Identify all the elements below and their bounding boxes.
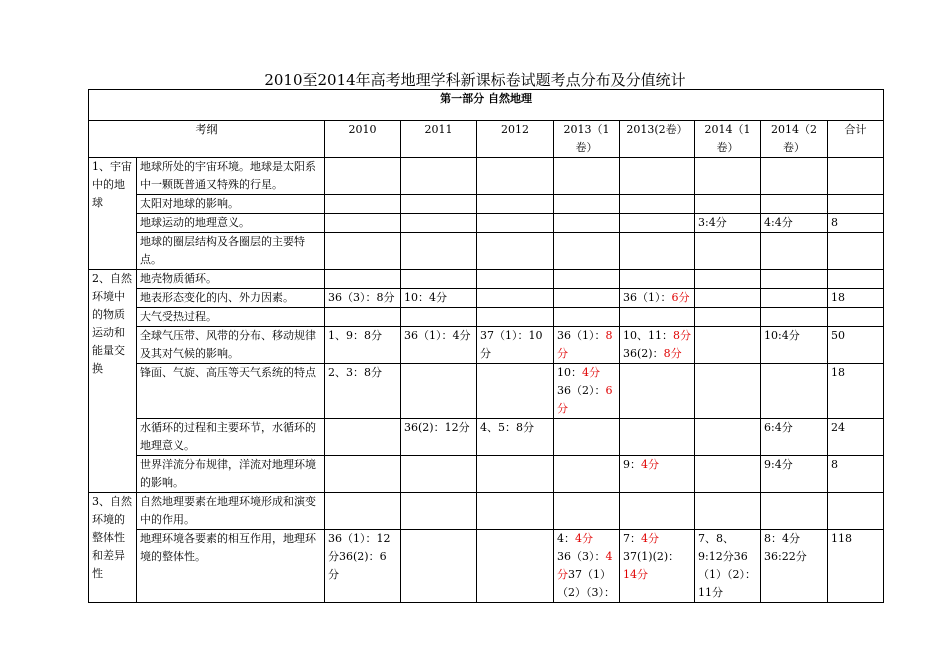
table-row: [89, 364, 884, 419]
score-cell: 6:4分: [761, 419, 828, 456]
outline-item: 地表形态变化的内、外力因素。: [137, 289, 325, 308]
score-cell: 36（3）：8分: [325, 289, 401, 308]
score-cell: 10：4分 36（2）：6分: [554, 364, 620, 419]
outline-item: 地球的圈层结构及各圈层的主要特点。: [137, 233, 325, 270]
total-cell: 118: [828, 530, 884, 603]
score-cell: 8：4分36:22分: [761, 530, 828, 603]
total-cell: 8: [828, 214, 884, 233]
total-cell: 8: [828, 456, 884, 493]
category-cell: 3、自然环境的整体性和差异性: [89, 493, 137, 603]
table-row: [89, 308, 884, 327]
part-row: [89, 90, 884, 121]
table-row: [89, 158, 884, 195]
header-2011: 2011: [401, 121, 477, 158]
score-cell: 4：4分 36（3）：4分37（1）（2）（3）：: [554, 530, 620, 603]
header-row: [89, 121, 884, 158]
score-table: [88, 89, 884, 603]
table-row: [89, 456, 884, 493]
category-cell: 1、宇宙中的地球: [89, 158, 137, 270]
header-outline: 考纲: [89, 121, 325, 158]
outline-item: 太阳对地球的影响。: [137, 195, 325, 214]
outline-item: 地球所处的宇宙环境。地球是太阳系中一颗既普通又特殊的行星。: [137, 158, 325, 195]
table-row: [89, 530, 884, 603]
table-row: [89, 493, 884, 530]
score-cell: 10：4分: [401, 289, 477, 308]
document-title: 2010至2014年高考地理学科新课标卷试题考点分布及分值统计: [264, 71, 686, 89]
total-cell: 50: [828, 327, 884, 364]
outline-item: 地理环境各要素的相互作用，地理环境的整体性。: [137, 530, 325, 603]
header-2014-1: 2014（1卷）: [695, 121, 761, 158]
score-cell: 9:4分: [761, 456, 828, 493]
header-total: 合计: [828, 121, 884, 158]
outline-item: 水循环的过程和主要环节，水循环的地理意义。: [137, 419, 325, 456]
score-cell: 36(2)：12分: [401, 419, 477, 456]
score-cell: 36（1）：8分: [554, 327, 620, 364]
header-2012: 2012: [477, 121, 554, 158]
score-cell: 36（1）：12分36(2)：6分: [325, 530, 401, 603]
score-cell: 4:4分: [761, 214, 828, 233]
score-cell: 2、3：8分: [325, 364, 401, 419]
score-cell: 9：4分: [620, 456, 695, 493]
table-row: [89, 419, 884, 456]
score-cell: 36（1）：4分: [401, 327, 477, 364]
table-row: [89, 214, 884, 233]
category-cell: 2、自然环境中的物质运动和能量交换: [89, 270, 137, 493]
score-cell: 10:4分: [761, 327, 828, 364]
table-row: [89, 270, 884, 289]
table-row: [89, 233, 884, 270]
header-2010: 2010: [325, 121, 401, 158]
header-2013-1: 2013（1卷）: [554, 121, 620, 158]
header-2014-2: 2014（2卷）: [761, 121, 828, 158]
outline-item: 锋面、气旋、高压等天气系统的特点: [137, 364, 325, 419]
score-cell: 10、11：8分 36(2)：8分: [620, 327, 695, 364]
score-cell: 7：4分 37(1)(2)：14分: [620, 530, 695, 603]
outline-item: 地球运动的地理意义。: [137, 214, 325, 233]
score-cell: 3:4分: [695, 214, 761, 233]
score-cell: 37（1）：10分: [477, 327, 554, 364]
outline-item: 自然地理要素在地理环境形成和演变中的作用。: [137, 493, 325, 530]
outline-item: 全球气压带、风带的分布、移动规律及其对气候的影响。: [137, 327, 325, 364]
table-row: [89, 195, 884, 214]
header-2013-2: 2013(2卷）: [620, 121, 695, 158]
table-row: [89, 327, 884, 364]
score-cell: 1、9：8分: [325, 327, 401, 364]
outline-item: 世界洋流分布规律，洋流对地理环境的影响。: [137, 456, 325, 493]
outline-item: 地壳物质循环。: [137, 270, 325, 289]
part-title: 第一部分 自然地理: [89, 90, 884, 121]
score-cell: 36（1）：6分: [620, 289, 695, 308]
total-cell: 18: [828, 364, 884, 419]
table-row: [89, 289, 884, 308]
total-cell: 24: [828, 419, 884, 456]
total-cell: 18: [828, 289, 884, 308]
score-cell: 7、8、9:12分36（1）（2）：11分: [695, 530, 761, 603]
outline-item: 大气受热过程。: [137, 308, 325, 327]
score-cell: 4、5：8分: [477, 419, 554, 456]
